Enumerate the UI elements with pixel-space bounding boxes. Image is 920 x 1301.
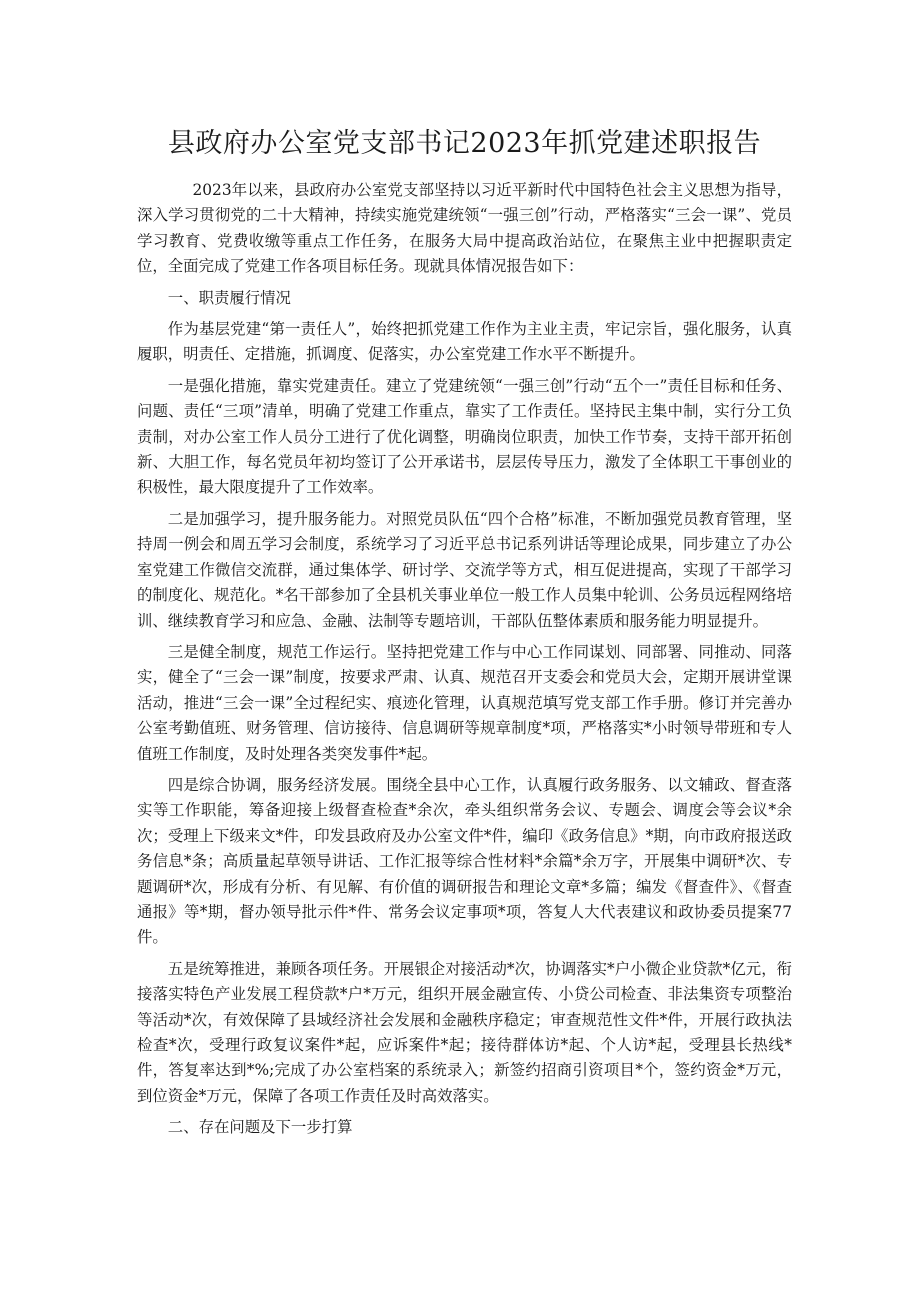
item-strengthen-learning: 二是加强学习，提升服务能力。对照党员队伍“四个合格”标准，不断加强党员教育管理，坚持周一例会和周五学习会制度，系统学习了习近平总书记系列讲话等理论成果，同步建立了办公室党建工作微信交流群，通过集体学、研讨学、交流学等方式，相互促进提高，实现了干部学习的制度化、规范化。*名干部参加了全县机关事业单位一般工作人员集中轮训、公务员远程网络培训、继续教育学习和应急、金融、法制等专题培训，干部队伍整体素质和服务能力明显提升。 xyxy=(137,509,792,630)
item-strengthen-measures: 一是强化措施，靠实党建责任。建立了党建统领“一强三创”行动“五个一”责任目标和任务、问题、责任“三项”清单，明确了党建工作重点，靠实了工作责任。坚持民主集中制，实行分工负责制，对办公室工作人员分工进行了优化调整，明确岗位职责，加快工作节奏，支持干部开拓创新、大胆工作，每名党员年初均签订了公开承诺书，层层传导压力，激发了全体职工干事创业的积极性，最大限度提升了工作效率。 xyxy=(137,376,792,497)
item-overall-planning: 五是统筹推进，兼顾各项任务。开展银企对接活动*次，协调落实*户小微企业贷款*亿元，衔接落实特色产业发展工程贷款*户*万元，组织开展金融宣传、小贷公司检查、非法集资专项整治等活动*次，有效保障了县域经济社会发展和金融秩序稳定；审查规范性文件*件，开展行政执法检查*次，受理行政复议案件*起，应诉案件*起；接待群体访*起、个人访*起，受理县长热线*件，答复率达到*%;完成了办公室档案的系统录入；新签约招商引资项目*个，签约资金*万元，到位资金*万元，保障了各项工作责任及时高效落实。 xyxy=(137,959,792,1105)
item-improve-system: 三是健全制度，规范工作运行。坚持把党建工作与中心工作同谋划、同部署、同推动、同落实，健全了“三会一课”制度，按要求严肃、认真、规范召开支委会和党员大会，定期开展讲堂课活动，推进“三会一课”全过程纪实、痕迹化管理，认真规范填写党支部工作手册。修订并完善办公室考勤值班、财务管理、信访接待、信息调研等规章制度*项，严格落实*小时领导带班和专人值班工作制度，及时处理各类突发事件*起。 xyxy=(137,642,792,763)
document-title: 县政府办公室党支部书记2023年抓党建述职报告 xyxy=(167,128,762,159)
intro-paragraph: 2023年以来，县政府办公室党支部坚持以习近平新时代中国特色社会主义思想为指导，深入学习贯彻党的二十大精神，持续实施党建统领“一强三创”行动，严格落实“三会一课”、党员学习教育、党费收缴等重点工作任务，在服务大局中提高政治站位，在聚焦主业中把握职责定位，全面完成了党建工作各项目标任务。现就具体情况报告如下： xyxy=(137,181,792,276)
document-page xyxy=(137,122,792,1147)
item-coordination: 四是综合协调，服务经济发展。围绕全县中心工作，认真履行政务服务、以文辅政、督查落实等工作职能，筹备迎接上级督查检查*余次，牵头组织常务会议、专题会、调度会等会议*余次；受理上下级来文*件，印发县政府及办公室文件*件，编印《政务信息》*期，向市政府报送政务信息*条；高质量起草领导讲话、工作汇报等综合性材料*余篇*余万字，开展集中调研*次、专题调研*次，形成有分析、有见解、有价值的调研报告和理论文章*多篇；编发《督查件》、《督查通报》等*期，督办领导批示件*件、常务会议定事项*项，答复人大代表建议和政协委员提案77件。 xyxy=(137,775,792,947)
section1-summary-paragraph: 作为基层党建“第一责任人”，始终把抓党建工作作为主业主责，牢记宗旨，强化服务，认真履职，明责任、定措施，抓调度、促落实，办公室党建工作水平不断提升。 xyxy=(137,320,792,364)
section-heading-problems-next-steps: 二、存在问题及下一步打算 xyxy=(167,1118,353,1137)
section-heading-duty-performance: 一、职责履行情况 xyxy=(167,288,291,307)
